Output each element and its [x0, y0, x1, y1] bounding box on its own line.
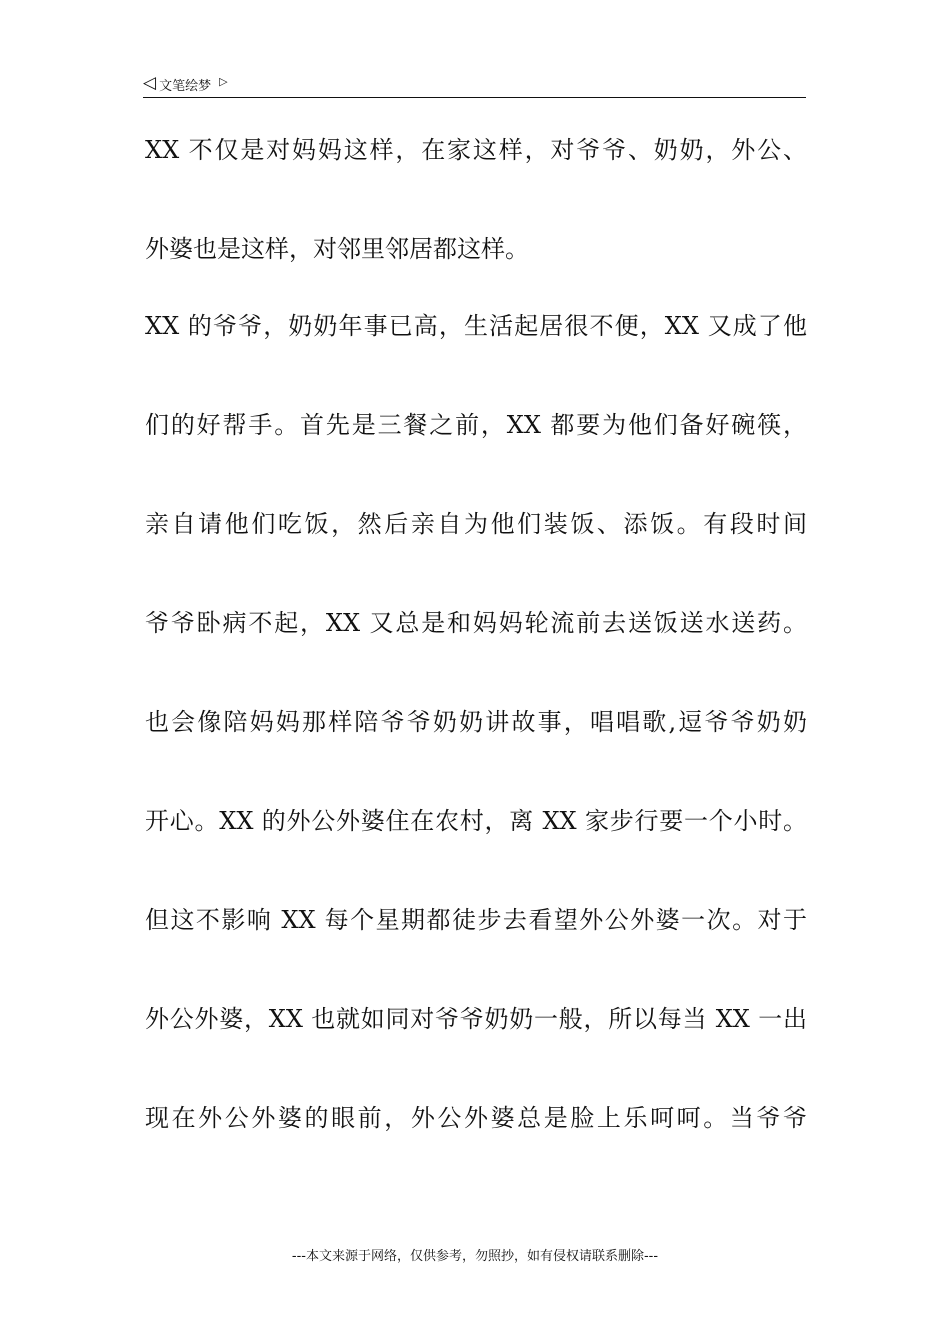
- text-line: 外婆也是这样，对邻里邻居都这样。: [145, 235, 529, 263]
- text-line: 亲自请他们吃饭，然后亲自为他们装饭、添饭。有段时间: [145, 510, 807, 538]
- text-line: 也会像陪妈妈那样陪爷爷奶奶讲故事，唱唱歌,逗爷爷奶奶: [145, 708, 807, 736]
- header-divider: [143, 97, 806, 98]
- text-line: 爷爷卧病不起，XX 又总是和妈妈轮流前去送饭送水送药。: [145, 609, 807, 637]
- text-line: 们的好帮手。首先是三餐之前，XX 都要为他们备好碗筷，: [145, 411, 807, 439]
- header-title: 文笔绘梦: [159, 78, 212, 94]
- triangle-right-icon: ▷: [219, 74, 228, 88]
- footer-notice: ---本文来源于网络，仅供参考，勿照抄，如有侵权请联系删除---: [291, 1249, 659, 1264]
- text-line: 开心。XX 的外公外婆住在农村，离 XX 家步行要一个小时。: [145, 807, 807, 835]
- text-line: XX 的爷爷，奶奶年事已高，生活起居很不便，XX 又成了他: [145, 312, 807, 340]
- triangle-left-icon: ◁: [143, 72, 157, 93]
- text-line: 现在外公外婆的眼前，外公外婆总是脸上乐呵呵。当爷爷: [145, 1104, 807, 1132]
- text-line: 但这不影响 XX 每个星期都徒步去看望外公外婆一次。对于: [145, 906, 807, 934]
- text-line: 外公外婆，XX 也就如同对爷爷奶奶一般，所以每当 XX 一出: [145, 1005, 807, 1033]
- page-header: [143, 72, 806, 96]
- text-line: XX 不仅是对妈妈这样，在家这样，对爷爷、奶奶，外公、: [145, 136, 807, 164]
